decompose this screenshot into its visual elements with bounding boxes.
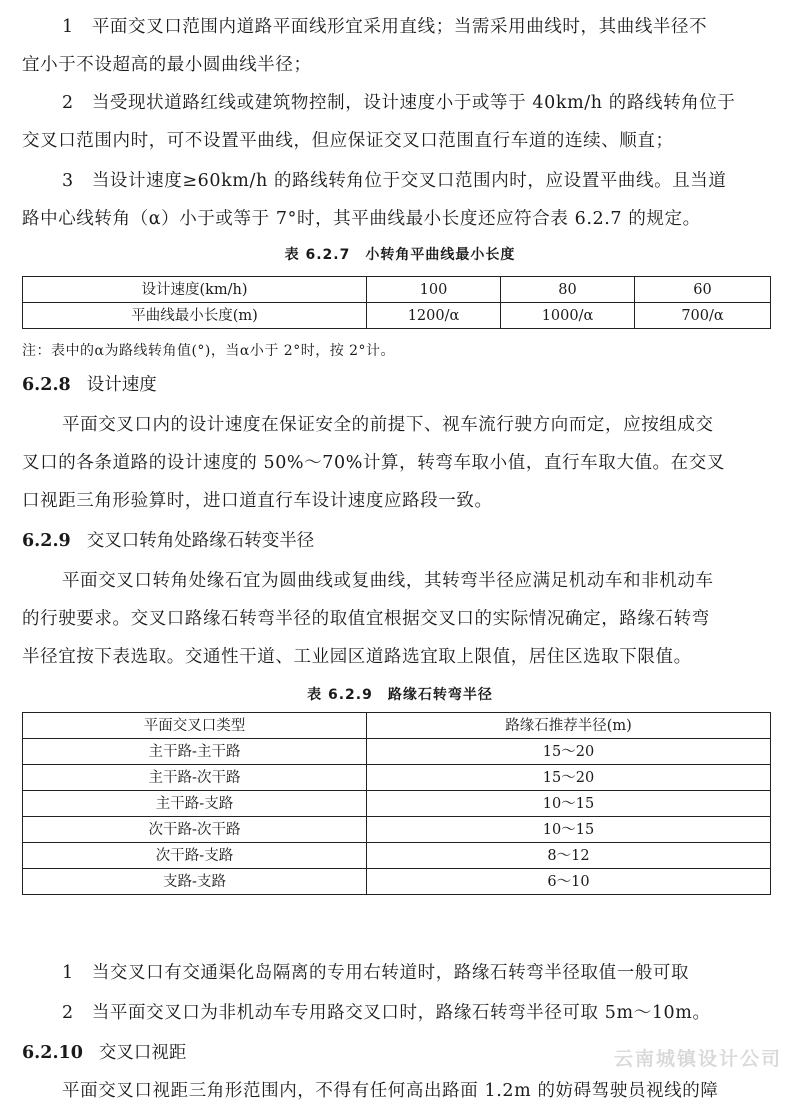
speed-cell: 60 — [635, 277, 771, 303]
speed-cell: 100 — [367, 277, 501, 303]
para-2-line-2: 交叉口范围内时，可不设置平曲线，但应保证交叉口范围直行车道的连续、顺直； — [22, 131, 674, 151]
table-header-row — [23, 713, 771, 739]
table-627 — [22, 276, 771, 329]
table-row — [23, 791, 771, 817]
watermark: 云南城镇设计公司 — [613, 1048, 782, 1070]
section-628-heading — [22, 372, 157, 398]
para-3-line-2: 路中心线转角（α）小于或等于 7°时，其平曲线最小长度还应符合表 6.2.7 的规定。 — [22, 209, 701, 229]
speed-cell: 80 — [501, 277, 635, 303]
length-cell: 1200/α — [367, 303, 501, 329]
table-row — [23, 843, 771, 869]
section-629-line-3: 半径宜按下表选取。交通性干道、工业园区道路选宜取上限值，居住区选取下限值。 — [22, 647, 692, 667]
section-629-line-1: 平面交叉口转角处缘石宜为圆曲线或复曲线，其转弯半径应满足机动车和非机动车 — [62, 571, 714, 591]
row-label: 设计速度(km/h) — [23, 277, 367, 303]
section-628-line-3: 口视距三角形验算时，进口道直行车设计速度应路段一致。 — [22, 491, 493, 511]
section-number: 6.2.8 — [22, 375, 71, 395]
header-cell: 路缘石推荐半径(m) — [367, 713, 771, 739]
radius-cell: 15～20 — [367, 765, 771, 791]
type-cell: 主干路-支路 — [23, 791, 367, 817]
type-cell: 主干路-次干路 — [23, 765, 367, 791]
length-cell: 700/α — [635, 303, 771, 329]
table-627-caption: 表 6.2.7 小转角平曲线最小长度 — [284, 247, 516, 263]
radius-cell: 10～15 — [367, 817, 771, 843]
item-2: 2 当平面交叉口为非机动车专用路交叉口时，路缘石转弯半径可取 5m～10m。 — [62, 1003, 711, 1023]
section-629-line-2: 的行驶要求。交叉口路缘石转弯半径的取值宜根据交叉口的实际情况确定，路缘石转弯 — [22, 609, 710, 629]
section-number: 6.2.9 — [22, 531, 71, 551]
para-3-line-1: 3 当设计速度≥60km/h 的路线转角位于交叉口范围内时，应设置平曲线。且当道 — [62, 171, 727, 191]
length-cell: 1000/α — [501, 303, 635, 329]
table-row — [23, 869, 771, 895]
para-1-line-2: 宜小于不设超高的最小圆曲线半径； — [22, 55, 312, 75]
para-1-line-1: 1 平面交叉口范围内道路平面线形宜采用直线；当需采用曲线时，其曲线半径不 — [62, 17, 708, 37]
table-row — [23, 277, 771, 303]
section-629-heading — [22, 528, 314, 554]
table-row — [23, 303, 771, 329]
para-2-line-1: 2 当受现状道路红线或建筑物控制，设计速度小于或等于 40km/h 的路线转角位于 — [62, 93, 736, 113]
section-6210-heading — [22, 1040, 186, 1066]
section-title: 交叉口视距 — [98, 1043, 187, 1063]
radius-cell: 8～12 — [367, 843, 771, 869]
type-cell: 主干路-主干路 — [23, 739, 367, 765]
radius-cell: 15～20 — [367, 739, 771, 765]
table-629-caption: 表 6.2.9 路缘石转弯半径 — [307, 687, 493, 703]
table-629 — [22, 712, 771, 895]
table-627-note: 注：表中的α为路线转角值(°)，当α小于 2°时，按 2°计。 — [22, 343, 396, 359]
section-628-line-1: 平面交叉口内的设计速度在保证安全的前提下、视车流行驶方向而定，应按组成交 — [62, 415, 714, 435]
section-6210-line-1: 平面交叉口视距三角形范围内，不得有任何高出路面 1.2m 的妨碍驾驶员视线的障 — [62, 1081, 719, 1101]
section-628-line-2: 叉口的各条道路的设计速度的 50%～70%计算，转弯车取小值，直行车取大值。在交叉 — [22, 453, 725, 473]
radius-cell: 6～10 — [367, 869, 771, 895]
section-title: 交叉口转角处路缘石转变半径 — [86, 531, 315, 551]
section-title: 设计速度 — [86, 375, 157, 395]
type-cell: 次干路-次干路 — [23, 817, 367, 843]
section-number: 6.2.10 — [22, 1043, 83, 1063]
radius-cell: 10～15 — [367, 791, 771, 817]
header-cell: 平面交叉口类型 — [23, 713, 367, 739]
item-1: 1 当交叉口有交通渠化岛隔离的专用右转道时，路缘石转弯半径取值一般可取 — [62, 963, 690, 983]
table-row — [23, 739, 771, 765]
row-label: 平曲线最小长度(m) — [23, 303, 367, 329]
table-row — [23, 817, 771, 843]
table-row — [23, 765, 771, 791]
type-cell: 次干路-支路 — [23, 843, 367, 869]
type-cell: 支路-支路 — [23, 869, 367, 895]
